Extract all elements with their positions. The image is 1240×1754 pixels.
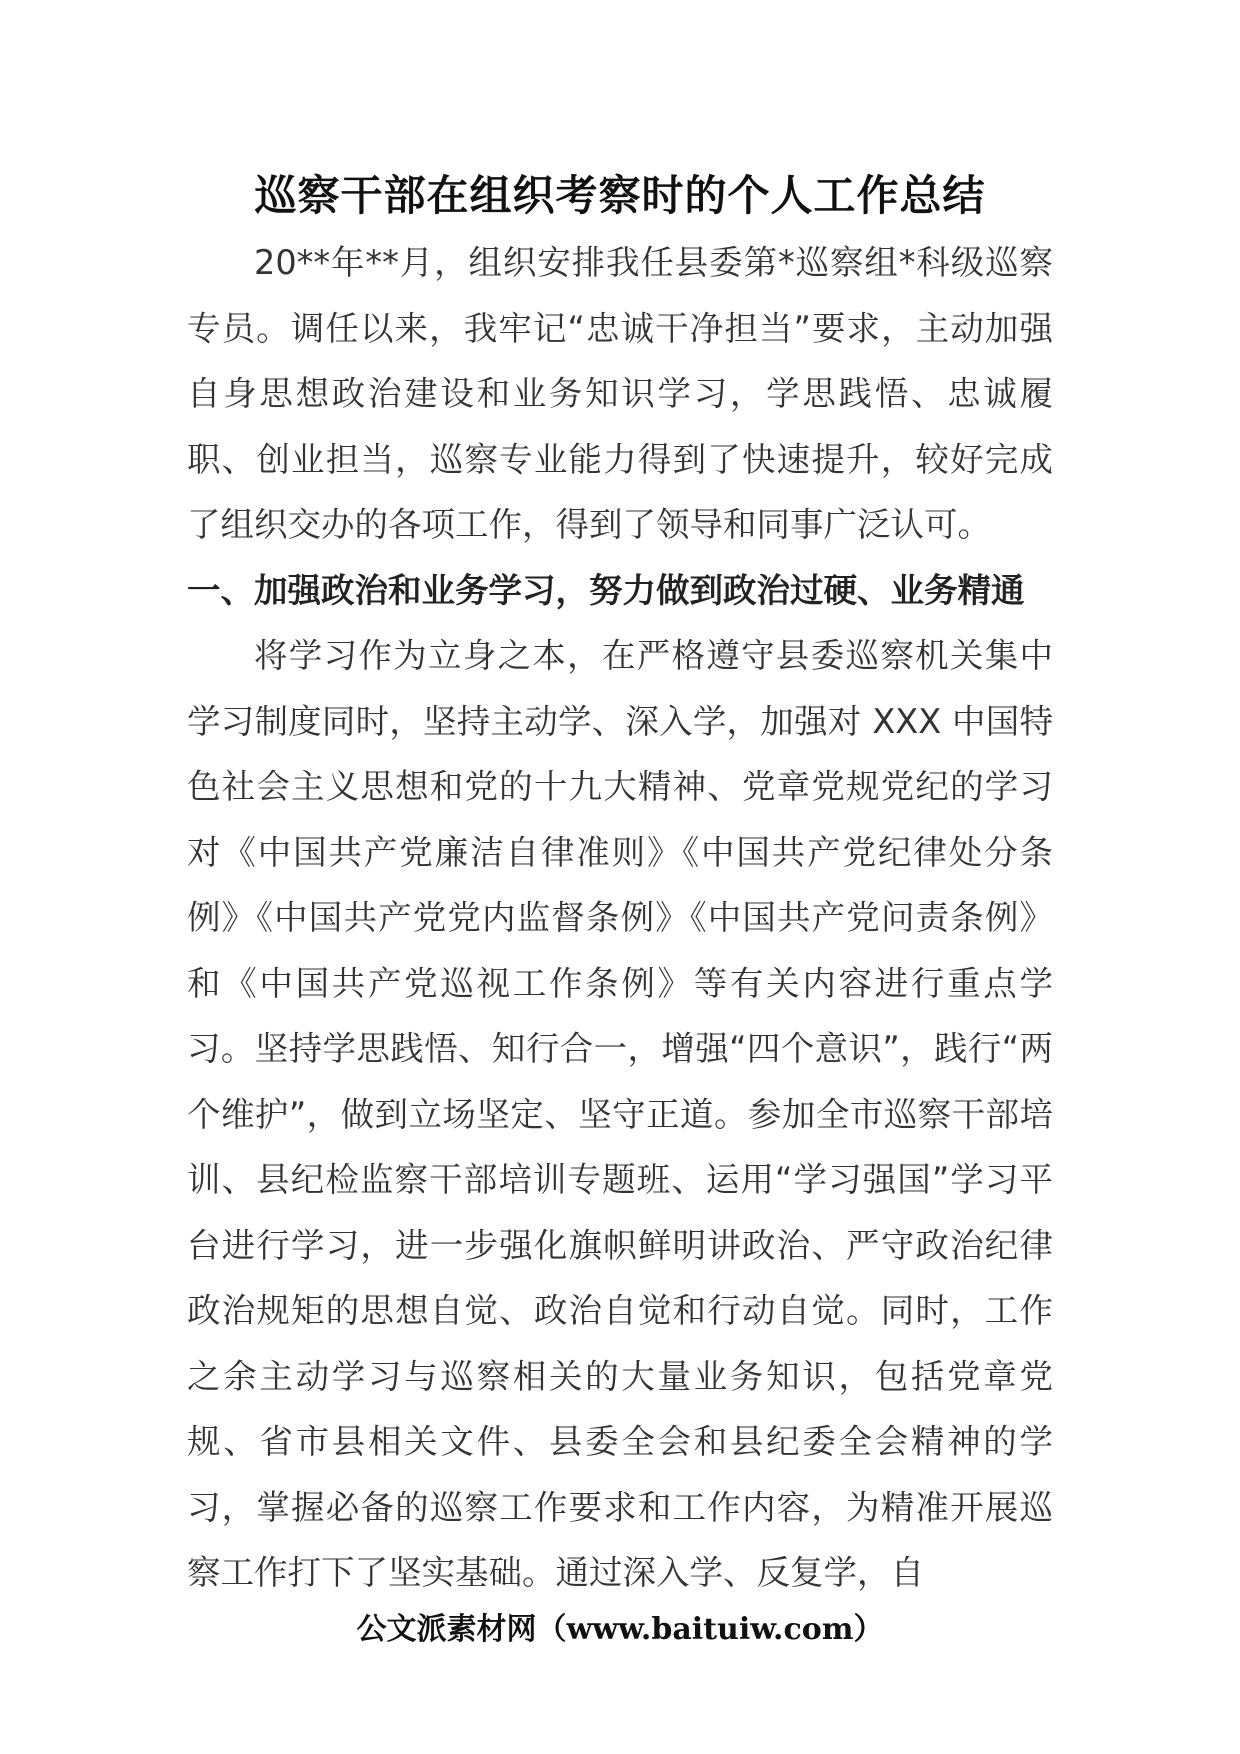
document-title: 巡察干部在组织考察时的个人工作总结 bbox=[254, 171, 986, 220]
footer-watermark: 公文派素材网（www.baituiw.com） bbox=[356, 1612, 884, 1647]
section-paragraph: 将学习作为立身之本，在严格遵守县委巡察机关集中学习制度同时，坚持主动学、深入学，加强对 XXX 中国特色社会主义思想和党的十九大精神、党章党规党纪的学习对《中国共产党廉洁自律准则》《中国共产党纪律处分条例》《中国共产党党内监督条例》《中国共产党问责条例》和《中国共产党巡视工作条例》等有关内容进行重点学习。坚持学思践悟、知行合一，增强“四个意识”，践行“两个维护”，做到立场坚定、坚守正道。参加全市巡察干部培训、县纪检监察干部培训专题班、运用“学习强国”学习平台进行学习，进一步强化旗帜鲜明讲政治、严守政治纪律政治规矩的思想自觉、政治自觉和行动自觉。同时，工作之余主动学习与巡察相关的大量业务知识，包括党章党规、省市县相关文件、县委全会和县纪委全会精神的学习，掌握必备的巡察工作要求和工作内容，为精准开展巡察工作打下了坚实基础。通过深入学、反复学，自 bbox=[187, 636, 1053, 1592]
document-body bbox=[187, 230, 1053, 1606]
intro-paragraph: 20**年**月，组织安排我任县委第*巡察组*科级巡察专员。调任以来，我牢记“忠诚干净担当”要求，主动加强自身思想政治建设和业务知识学习，学思践悟、忠诚履职、创业担当，巡察专业能力得到了快速提升，较好完成了组织交办的各项工作，得到了领导和同事广泛认可。 bbox=[187, 243, 1053, 544]
section-heading: 一、加强政治和业务学习，努力做到政治过硬、业务精通 bbox=[187, 570, 1025, 610]
